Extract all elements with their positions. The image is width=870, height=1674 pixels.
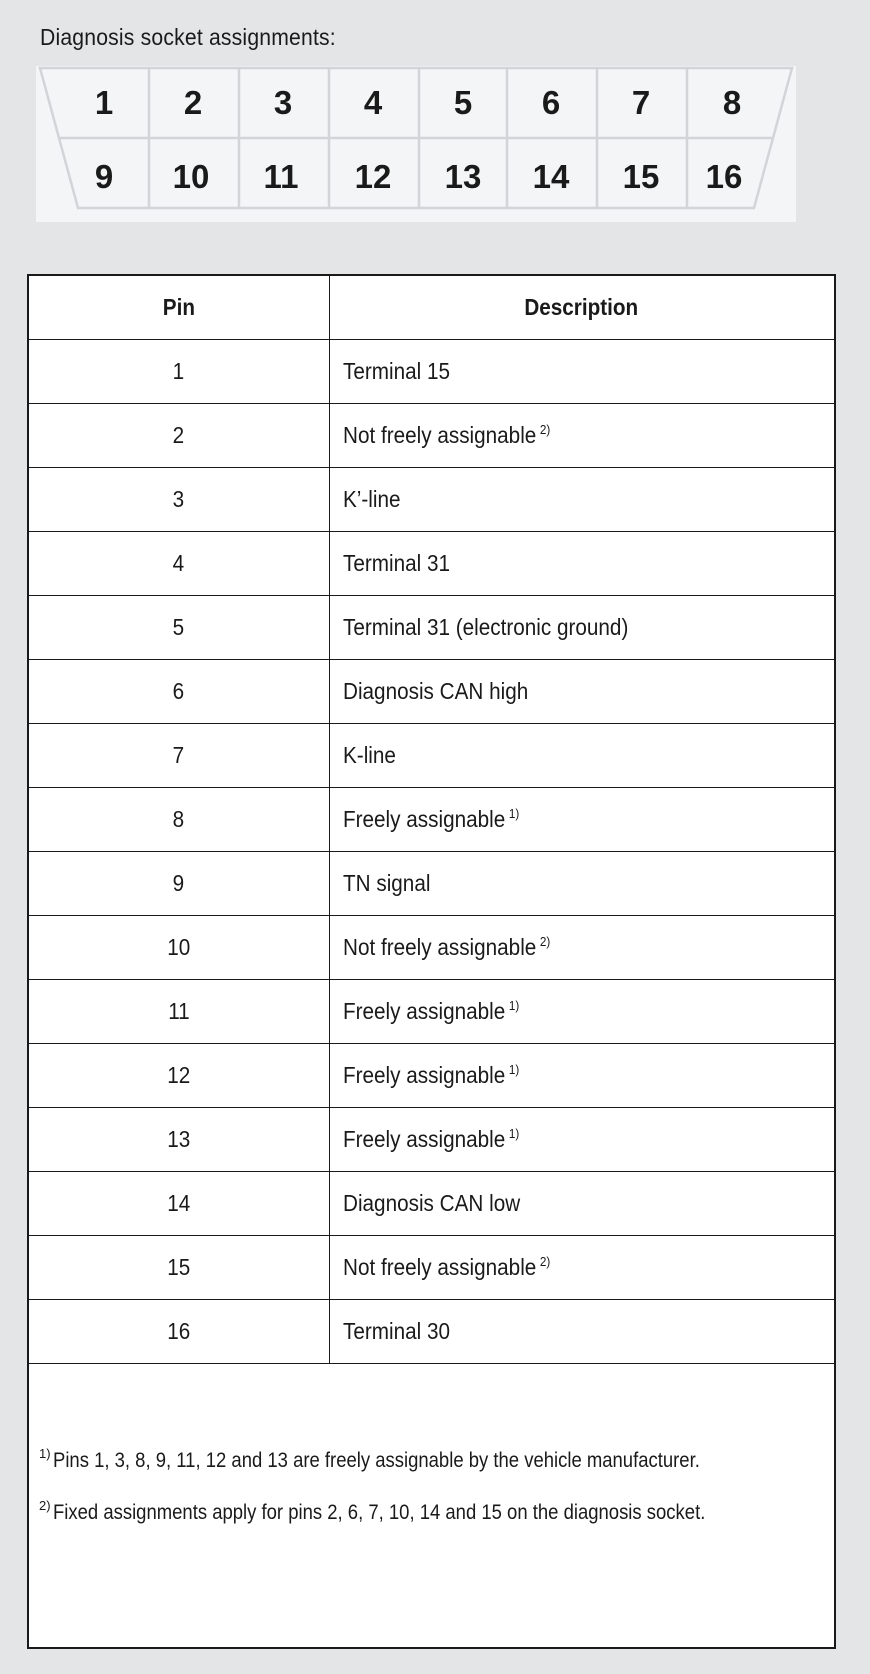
- pin-description-cell: Freely assignable $^{1)}$: [329, 980, 834, 1044]
- pin-description-cell: Freely assignable $^{1)}$: [329, 788, 834, 852]
- socket-pin-9: 9: [94, 158, 114, 195]
- pin-number-cell: 8: [29, 788, 329, 852]
- socket-pin-14: 14: [532, 158, 570, 195]
- table-row: [29, 1108, 834, 1172]
- pin-number-cell: 16: [29, 1300, 329, 1364]
- table-row: [29, 468, 834, 532]
- pin-rows: [29, 340, 834, 1364]
- table-row: [29, 596, 834, 660]
- footnote-reference: 2): [539, 422, 550, 437]
- pin-description-cell: Diagnosis CAN low: [329, 1172, 834, 1236]
- pin-description-cell: Terminal 30: [329, 1300, 834, 1364]
- footnote-reference: 1): [508, 1126, 519, 1141]
- table-row: [29, 1044, 834, 1108]
- socket-pin-8: 8: [722, 84, 742, 121]
- table-row: [29, 660, 834, 724]
- pin-assignment-panel: [27, 274, 836, 1649]
- footnote-2: [39, 1498, 829, 1550]
- socket-pin-6: 6: [541, 84, 561, 121]
- socket-pin-11: 11: [263, 158, 299, 195]
- pin-number-cell: 7: [29, 724, 329, 788]
- socket-pin-12: 12: [354, 158, 392, 195]
- socket-outline: [36, 66, 796, 222]
- socket-pin-16: 16: [705, 158, 743, 195]
- description-column-header: Description: [329, 276, 834, 340]
- pin-description-cell: Freely assignable $^{1)}$: [329, 1108, 834, 1172]
- socket-pin-7: 7: [631, 84, 651, 121]
- pin-description-cell: K-line: [329, 724, 834, 788]
- footnote-reference: 2): [539, 934, 550, 949]
- pin-description-cell: Terminal 31: [329, 532, 834, 596]
- footnote-1: [39, 1446, 829, 1498]
- pin-number-cell: 6: [29, 660, 329, 724]
- pin-number-cell: 15: [29, 1236, 329, 1300]
- pin-description-cell: Not freely assignable $^{2)}$: [329, 1236, 834, 1300]
- table-row: [29, 788, 834, 852]
- table-row: [29, 1300, 834, 1364]
- table-row: [29, 724, 834, 788]
- table-row: [29, 1236, 834, 1300]
- table-row: [29, 916, 834, 980]
- socket-pin-5: 5: [453, 84, 473, 121]
- pin-number-cell: 3: [29, 468, 329, 532]
- pin-description-cell: K’-line: [329, 468, 834, 532]
- footnote-reference: 1): [508, 998, 519, 1013]
- table-row: [29, 980, 834, 1044]
- socket-heading: Diagnosis socket assignments:: [40, 24, 336, 50]
- pin-description-cell: Not freely assignable $^{2)}$: [329, 916, 834, 980]
- pin-number-cell: 1: [29, 340, 329, 404]
- socket-pin-3: 3: [273, 84, 293, 121]
- pin-number-cell: 13: [29, 1108, 329, 1172]
- pin-number-cell: 12: [29, 1044, 329, 1108]
- footnote-reference: 1): [508, 806, 519, 821]
- socket-pin-2: 2: [183, 84, 203, 121]
- table-row: [29, 340, 834, 404]
- pin-number-cell: 4: [29, 532, 329, 596]
- table-header-row: [29, 276, 834, 340]
- footnotes: [39, 1446, 829, 1550]
- socket-pin-1: 1: [94, 84, 114, 121]
- socket-pin-13: 13: [444, 158, 482, 195]
- pin-description-cell: TN signal: [329, 852, 834, 916]
- pin-assignment-table: [29, 276, 834, 1364]
- pin-description-cell: Terminal 15: [329, 340, 834, 404]
- diagnosis-socket-diagram: [36, 66, 796, 222]
- footnote-text: Pins 1, 3, 8, 9, 11, 12 and 13 are freely assignable by the vehicle manufacturer.: [52, 1449, 700, 1472]
- pin-number-cell: 9: [29, 852, 329, 916]
- table-row: [29, 1172, 834, 1236]
- socket-pin-15: 15: [622, 158, 660, 195]
- footnote-reference: 2): [539, 1254, 550, 1269]
- footnote-reference: 1): [508, 1062, 519, 1077]
- footnote-text: Fixed assignments apply for pins 2, 6, 7, 10, 14 and 15 on the diagnosis socket.: [52, 1501, 705, 1524]
- pin-description-cell: Diagnosis CAN high: [329, 660, 834, 724]
- pin-number-cell: 11: [29, 980, 329, 1044]
- pin-number-cell: 2: [29, 404, 329, 468]
- pin-description-cell: Freely assignable $^{1)}$: [329, 1044, 834, 1108]
- table-row: [29, 852, 834, 916]
- footnote-marker: 2): [39, 1498, 51, 1513]
- socket-pin-4: 4: [363, 84, 383, 121]
- footnote-marker: 1): [39, 1446, 51, 1461]
- pin-description-cell: Terminal 31 (electronic ground): [329, 596, 834, 660]
- socket-pin-10: 10: [172, 158, 210, 195]
- pin-column-header: Pin: [29, 276, 329, 340]
- table-row: [29, 404, 834, 468]
- pin-number-cell: 14: [29, 1172, 329, 1236]
- pin-number-cell: 10: [29, 916, 329, 980]
- pin-number-cell: 5: [29, 596, 329, 660]
- table-row: [29, 532, 834, 596]
- pin-description-cell: Not freely assignable $^{2)}$: [329, 404, 834, 468]
